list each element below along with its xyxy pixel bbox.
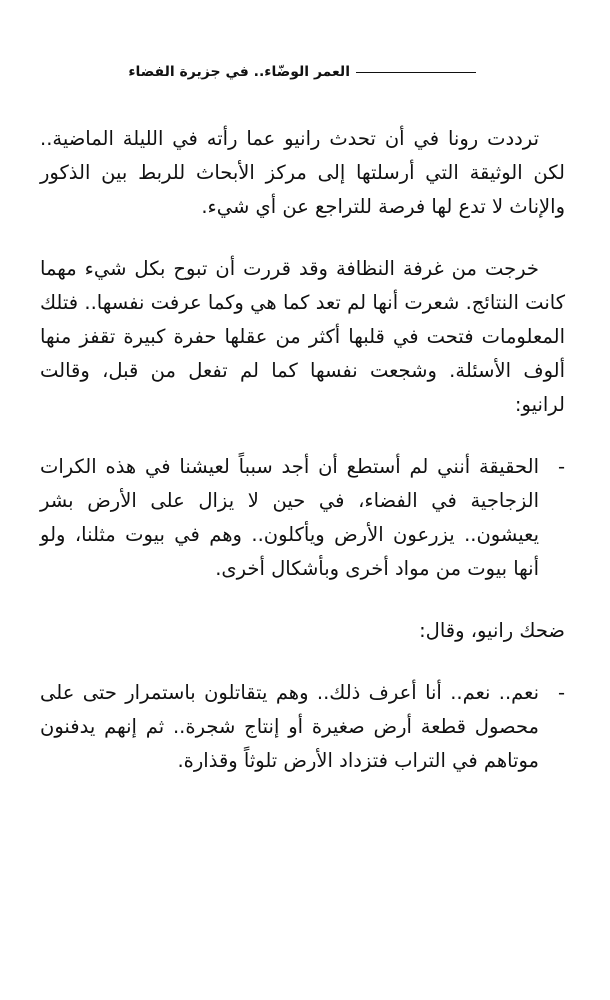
dialogue-1 [40, 450, 565, 586]
header-rule [356, 72, 476, 73]
dialogue-2-text: نعم.. نعم.. أنا أعرف ذلك.. وهم يتقاتلون باستمرار حتى على محصول قطعة أرض صغيرة أو إنتاج شجرة.. ثم إنهم يدفنون موتاهم في التراب فتزداد الأرض تلوثاً وقذارة. [40, 681, 539, 772]
paragraph-1: ترددت رونا في أن تحدث رانيو عما رأته في الليلة الماضية.. لكن الوثيقة التي أرسلتها إلى مركز الأبحاث للربط بين الذكور والإناث لا تدع لها فرصة للتراجع عن أي شيء. [40, 127, 565, 218]
header-title: العمر الوضّاء.. في جزيرة الفضاء [128, 64, 350, 80]
dialogue-2 [40, 676, 565, 778]
dialogue-1-text: الحقيقة أنني لم أستطع أن أجد سبباً لعيشنا في هذه الكرات الزجاجية في الفضاء، في حين لا يزال على الأرض بشر يعيشون.. يزرعون الأرض ويأكلون.. وهم في بيوت مثلنا، ولو أنها بيوت من مواد أخرى وبأشكال أخرى. [40, 455, 539, 580]
paragraph-3: ضحك رانيو، وقال: [419, 619, 565, 642]
dialogue-dash: - [557, 455, 565, 478]
dialogue-dash: - [557, 681, 565, 704]
paragraph-2: خرجت من غرفة النظافة وقد قررت أن تبوح بكل شيء مهما كانت النتائج. شعرت أنها لم تعد كما هي وكما عرفت نفسها.. فتلك المعلومات فتحت في قلبها أكثر من عقلها حفرة كبيرة تقفز منها ألوف الأسئلة. وشجعت نفسها كما لم تفعل من قبل، وقالت لرانيو: [40, 257, 565, 416]
page-body [40, 122, 565, 806]
running-header [56, 60, 476, 84]
